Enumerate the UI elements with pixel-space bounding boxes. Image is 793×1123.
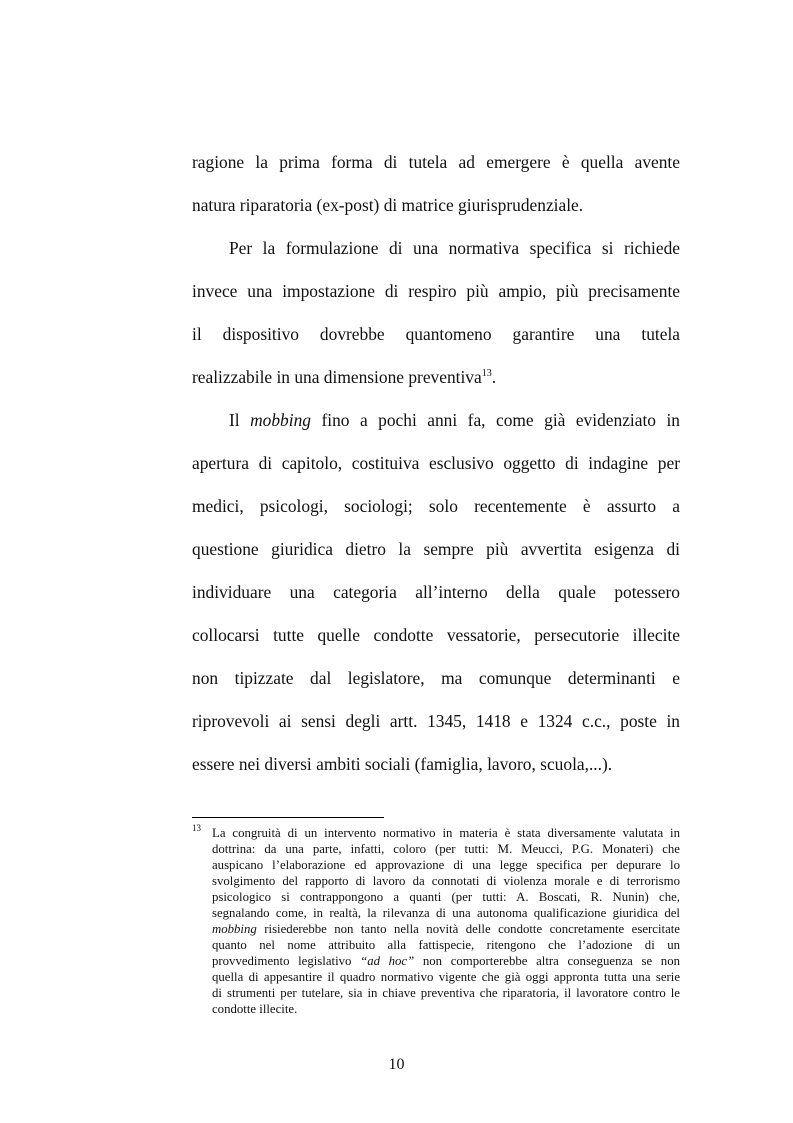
footnote-line: di strumenti per tutelare, sia in chiave preventiva che riparatoria, il lavoratore contro le: [212, 986, 680, 1000]
italic-term: mobbing: [250, 410, 311, 430]
text-line: apertura di capitolo, costituiva esclusivo oggetto di indagine per: [192, 453, 680, 473]
text-line: non tipizzate dal legislatore, ma comunque determinanti e: [192, 668, 680, 688]
footnote-line: svolgimento del rapporto di lavoro da connotati di violenza morale e di terrorismo: [212, 874, 680, 888]
footnote-line: [212, 922, 680, 936]
italic-term: “ad hoc”: [360, 954, 415, 968]
text-run: provvedimento legislativo: [212, 954, 361, 968]
footnote-reference: 13: [481, 368, 492, 380]
footnote-line: auspicano l’elaborazione ed approvazione di una legge specifica per depurare lo: [212, 858, 680, 872]
footnote-line: [212, 954, 680, 968]
text-run: .: [491, 367, 497, 387]
footnote-line: segnalando come, in realtà, la rilevanza di una autonoma qualificazione giuridica del: [212, 906, 680, 920]
footnote-line: psicologico si contrappongono a quanti (per tutti: A. Boscati, R. Nunin) che,: [212, 890, 680, 904]
text-line: natura riparatoria (ex-post) di matrice giurisprudenziale.: [192, 195, 584, 215]
text-line: il dispositivo dovrebbe quantomeno garantire una tutela: [192, 324, 680, 344]
page-number: 10: [388, 1056, 405, 1073]
footnote-line: dottrina: da una parte, infatti, coloro (per tutti: M. Meucci, P.G. Monateri) che: [212, 842, 680, 856]
text-run: realizzabile in una dimensione preventiva: [192, 367, 482, 387]
footnote-line: condotte illecite.: [212, 1002, 298, 1016]
footnote-line: quella di appesantire il quadro normativo vigente che già oggi appronta tutta una serie: [212, 970, 680, 984]
text-line: collocarsi tutte quelle condotte vessatorie, persecutorie illecite: [192, 625, 680, 645]
text-run: Il: [229, 410, 251, 430]
footnote-line: La congruità di un intervento normativo in materia è stata diversamente valutata in: [212, 826, 680, 840]
italic-term: mobbing: [212, 922, 257, 936]
text-line: invece una impostazione di respiro più ampio, più precisamente: [192, 281, 680, 301]
footnote-divider: [192, 817, 384, 818]
text-line: [192, 411, 680, 430]
footnote-line: quanto nel nome attribuito alla fattispecie, ritengono che l’adozione di un: [212, 938, 680, 952]
text-line: [192, 368, 680, 387]
text-line: medici, psicologi, sociologi; solo recentemente è assurto a: [192, 496, 680, 516]
text-run: non comporterebbe altra conseguenza se non: [414, 954, 680, 968]
text-line: ragione la prima forma di tutela ad emergere è quella avente: [192, 152, 680, 172]
text-run: risiederebbe non tanto nella novità delle condotte concretamente esercitate: [256, 922, 680, 936]
text-line: questione giuridica dietro la sempre più avvertita esigenza di: [192, 539, 680, 559]
text-line: riprovevoli ai sensi degli artt. 1345, 1418 e 1324 c.c., poste in: [192, 711, 680, 731]
footnote-marker: 13: [192, 823, 201, 833]
text-run: fino a pochi anni fa, come già evidenziato in: [310, 410, 680, 430]
text-line: individuare una categoria all’interno della quale potessero: [192, 582, 680, 602]
text-line: Per la formulazione di una normativa specifica si richiede: [229, 238, 680, 258]
text-line: essere nei diversi ambiti sociali (famiglia, lavoro, scuola,...).: [192, 754, 613, 774]
